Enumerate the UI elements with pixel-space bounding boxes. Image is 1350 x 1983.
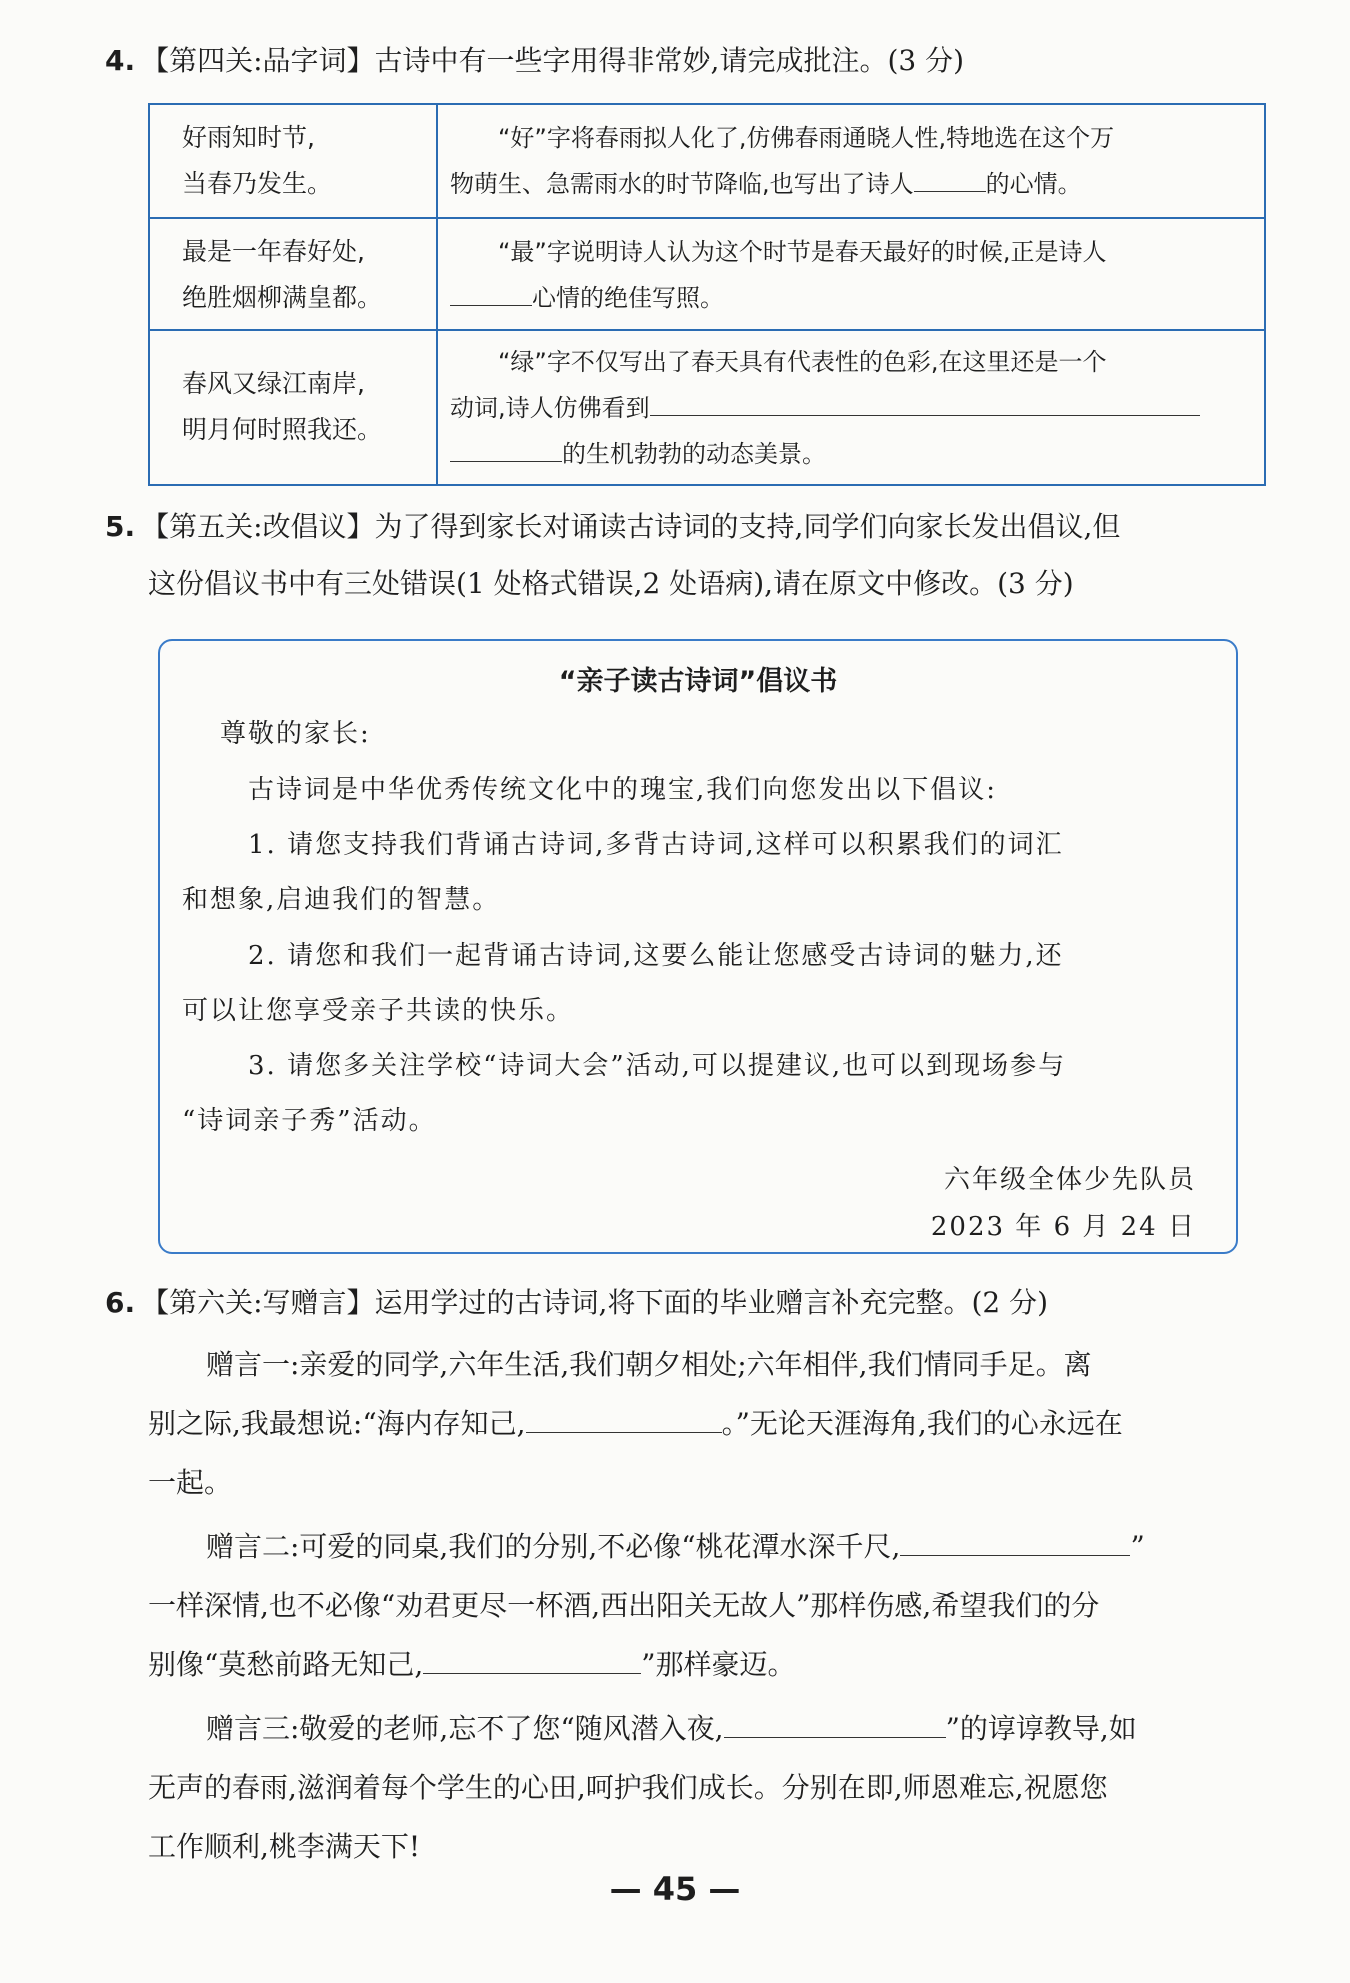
q4-title: 【第四关:品字词】古诗中有一些字用得非常妙,请完成批注。(3 分) xyxy=(141,44,965,77)
poem-line: 春风又绿江南岸, xyxy=(182,369,365,398)
q6-heading xyxy=(105,1286,1048,1320)
farewell-2-line xyxy=(148,1648,796,1682)
page-number: — 45 — xyxy=(609,1870,741,1908)
farewell-text: ”那样豪迈。 xyxy=(641,1648,796,1681)
q5-heading xyxy=(105,510,1120,544)
q6-number: 6. xyxy=(105,1286,136,1319)
proposal-intro: 古诗词是中华优秀传统文化中的瑰宝,我们向您发出以下倡议: xyxy=(248,775,998,805)
annotation-line: 心情的绝佳写照。 xyxy=(532,284,724,312)
farewell-3-line: 无声的春雨,滋润着每个学生的心田,呵护我们成长。分别在即,师恩难忘,祝愿您 xyxy=(148,1771,1108,1804)
q4-number: 4. xyxy=(105,44,136,77)
answer-blank[interactable] xyxy=(526,1410,722,1433)
annotation-line: 动词,诗人仿佛看到 xyxy=(450,394,650,422)
answer-blank[interactable] xyxy=(423,1651,641,1674)
q5-title: 【第五关:改倡议】为了得到家长对诵读古诗词的支持,同学们向家长发出倡议,但 xyxy=(141,510,1121,543)
q4-annotation-table xyxy=(148,103,1266,486)
proposal-item-2-cont: 可以让您享受亲子共读的快乐。 xyxy=(182,996,575,1026)
farewell-text: 赠言二:可爱的同桌,我们的分别,不必像“桃花潭水深千尺, xyxy=(206,1530,901,1563)
annotation-line: 的心情。 xyxy=(985,170,1082,198)
poem-line: 最是一年春好处, xyxy=(182,237,365,266)
farewell-text: 赠言三:敬爱的老师,忘不了您“随风潜入夜, xyxy=(206,1712,724,1745)
annotation xyxy=(450,229,1250,321)
annotation xyxy=(450,339,1250,477)
farewell-text: ”的谆谆教导,如 xyxy=(945,1712,1137,1745)
farewell-1-line: 赠言一:亲爱的同学,六年生活,我们朝夕相处;六年相伴,我们情同手足。离 xyxy=(206,1348,1092,1381)
answer-blank[interactable] xyxy=(724,1715,946,1738)
proposal-box xyxy=(158,639,1238,1254)
q5-number: 5. xyxy=(105,510,136,543)
table-row xyxy=(150,105,1264,217)
annotation-line: “最”字说明诗人认为这个时节是春天最好的时候,正是诗人 xyxy=(498,238,1107,266)
farewell-text: ” xyxy=(1130,1530,1145,1563)
annotation-line: “绿”字不仅写出了春天具有代表性的色彩,在这里还是一个 xyxy=(498,348,1107,376)
proposal-item-1-cont: 和想象,启迪我们的智慧。 xyxy=(182,885,501,915)
table-row xyxy=(150,329,1264,486)
answer-blank[interactable] xyxy=(900,1533,1130,1556)
poem-line: 明月何时照我还。 xyxy=(182,415,383,444)
answer-blank[interactable] xyxy=(450,283,532,306)
poem-line: 绝胜烟柳满皇都。 xyxy=(182,283,383,312)
proposal-date: 2023 年 6 月 24 日 xyxy=(930,1212,1196,1242)
proposal-signature: 六年级全体少先队员 xyxy=(943,1165,1196,1195)
poem-line: 好雨知时节, xyxy=(182,123,315,152)
farewell-2-line xyxy=(206,1530,1145,1564)
farewell-1-line xyxy=(148,1407,1123,1441)
answer-blank[interactable] xyxy=(914,169,986,192)
proposal-greeting: 尊敬的家长: xyxy=(220,719,371,749)
answer-blank[interactable] xyxy=(450,439,562,462)
proposal-item-2: 2. 请您和我们一起背诵古诗词,这要么能让您感受古诗词的魅力,还 xyxy=(248,941,1064,971)
farewell-text: 别像“莫愁前路无知己, xyxy=(148,1648,424,1681)
farewell-2-line: 一样深情,也不必像“劝君更尽一杯酒,西出阳关无故人”那样伤感,希望我们的分 xyxy=(148,1589,1100,1622)
farewell-3-line: 工作顺利,桃李满天下! xyxy=(148,1830,421,1863)
poem-line: 当春乃发生。 xyxy=(182,169,333,198)
q6-title: 【第六关:写赠言】运用学过的古诗词,将下面的毕业赠言补充完整。(2 分) xyxy=(141,1286,1049,1319)
farewell-1-line: 一起。 xyxy=(148,1466,233,1499)
proposal-title: “亲子读古诗词”倡议书 xyxy=(558,666,838,697)
q5-title-line2: 这份倡议书中有三处错误(1 处格式错误,2 处语病),请在原文中修改。(3 分) xyxy=(148,567,1074,600)
annotation-line: 物萌生、急需雨水的时节降临,也写出了诗人 xyxy=(450,170,914,198)
farewell-text: 。”无论天涯海角,我们的心永远在 xyxy=(721,1407,1123,1440)
farewell-text: 别之际,我最想说:“海内存知己, xyxy=(148,1407,526,1440)
q4-heading xyxy=(105,44,964,78)
annotation-line: 的生机勃勃的动态美景。 xyxy=(562,440,826,468)
proposal-item-3-cont: “诗词亲子秀”活动。 xyxy=(182,1106,437,1136)
annotation xyxy=(450,115,1250,207)
annotation-line: “好”字将春雨拟人化了,仿佛春雨通晓人性,特地选在这个万 xyxy=(498,124,1115,152)
table-row xyxy=(150,217,1264,329)
answer-blank[interactable] xyxy=(650,393,1200,416)
proposal-item-3: 3. 请您多关注学校“诗词大会”活动,可以提建议,也可以到现场参与 xyxy=(248,1051,1067,1081)
farewell-3-line xyxy=(206,1712,1137,1746)
proposal-item-1: 1. 请您支持我们背诵古诗词,多背古诗词,这样可以积累我们的词汇 xyxy=(248,830,1064,860)
